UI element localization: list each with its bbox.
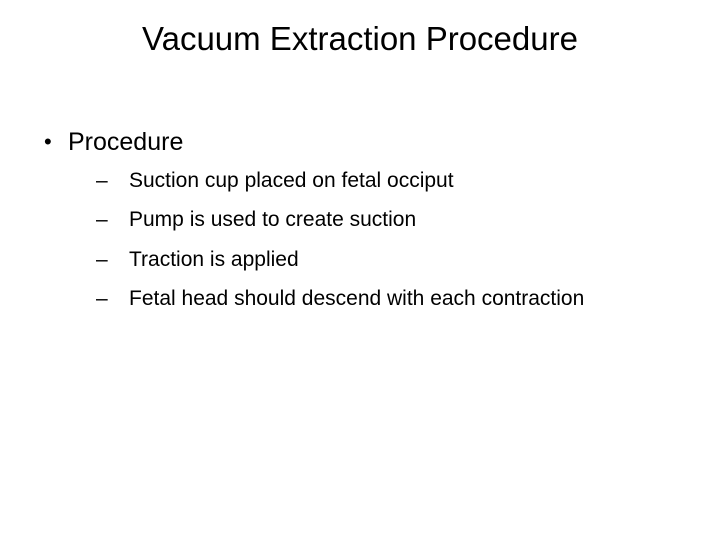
bullet-dot-icon: •	[44, 129, 52, 154]
list-item-label: Fetal head should descend with each contraction	[129, 287, 585, 311]
list-item	[96, 286, 686, 312]
list-item	[36, 128, 686, 312]
list-item	[96, 207, 686, 233]
list-item-label: Procedure	[68, 128, 184, 156]
list-item	[96, 168, 686, 194]
slide-body	[36, 128, 686, 326]
bullet-dash-icon: –	[96, 168, 108, 192]
bullet-dash-icon: –	[96, 247, 108, 271]
sub-list-wrapper	[96, 168, 686, 312]
list-item-label: Suction cup placed on fetal occiput	[129, 168, 454, 192]
bullet-list-level-2	[96, 168, 686, 312]
page-title: Vacuum Extraction Procedure	[142, 20, 578, 57]
list-item	[96, 247, 686, 273]
list-item-label: Pump is used to create suction	[129, 208, 417, 232]
bullet-list-level-1	[36, 128, 686, 312]
bullet-dash-icon: –	[96, 287, 108, 311]
list-item-label: Traction is applied	[129, 247, 299, 271]
bullet-dash-icon: –	[96, 208, 108, 232]
